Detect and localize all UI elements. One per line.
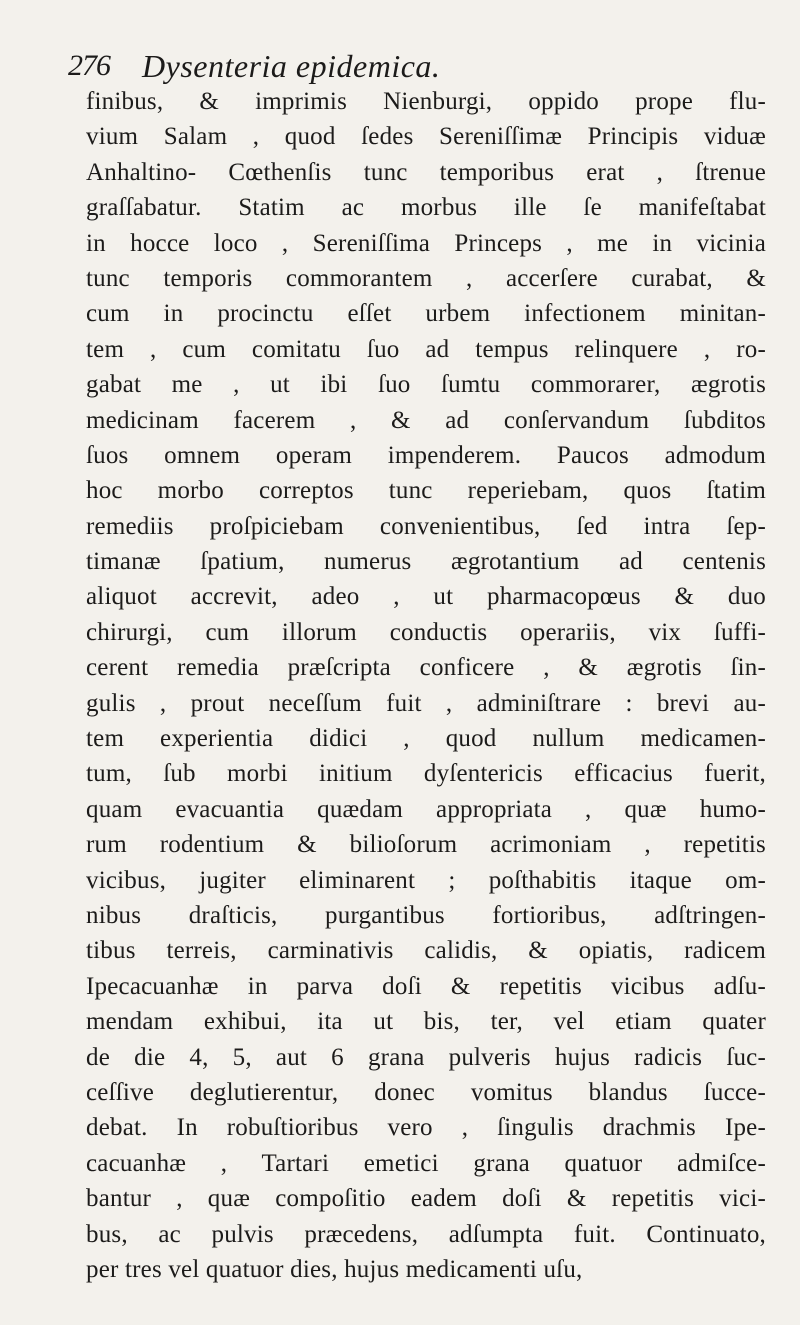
text-line: nibus draſticis, purgantibus fortioribus, adſtringen- [86,901,766,929]
text-line: Anhaltino- Cœthenſis tunc temporibus erat , ſtrenue [86,158,766,186]
text-line: cacuanhæ , Tartari emetici grana quatuor admiſce- [86,1149,766,1177]
text-line: tem experientia didici , quod nullum medicamen- [86,725,766,753]
text-line: in hocce loco , Sereniſſima Princeps , me in vicinia [86,229,766,257]
text-line: per tres vel quatuor dies, hujus medicamenti uſu, [86,1255,583,1283]
text-line: tunc temporis commorantem , accerſere curabat, & [86,264,766,292]
text-line: ſuos omnem operam impenderem. Paucos admodum [86,441,766,469]
text-line: remediis proſpiciebam convenientibus, ſed intra ſep- [86,512,766,540]
text-line: chirurgi, cum illorum conductis operariis, vix ſuffi- [86,618,766,646]
text-line: aliquot accrevit, adeo , ut pharmacopœus & duo [86,583,766,611]
text-line: vicibus, jugiter eliminarent ; poſthabitis itaque om- [86,866,766,894]
text-line: quam evacuantia quædam appropriata , quæ humo- [86,795,766,823]
page-header [68,46,748,86]
text-line: tibus terreis, carminativis calidis, & opiatis, radicem [86,937,766,965]
text-line: cerent remedia præſcripta conficere , & ægrotis ſin- [86,654,766,682]
text-line: debat. In robuſtioribus vero , ſingulis drachmis Ipe- [86,1114,766,1142]
text-line: rum rodentium & bilioſorum acrimoniam , repetitis [86,831,766,859]
text-line: vium Salam , quod ſedes Sereniſſimæ Principis viduæ [86,123,766,151]
page-number: 276 [68,49,110,82]
text-line: tum, ſub morbi initium dyſentericis efficacius fuerit, [86,760,766,788]
text-line: graſſabatur. Statim ac morbus ille ſe manifeſtabat [86,194,766,222]
text-line: finibus, & imprimis Nienburgi, oppido prope flu- [86,88,766,115]
text-line: gulis , prout neceſſum fuit , adminiſtrare : brevi au- [86,689,766,717]
text-line: cum in procinctu eſſet urbem infectionem minitan- [86,300,766,328]
text-line: bus, ac pulvis præcedens, adſumpta fuit. Continuato, [86,1220,766,1248]
text-line: medicinam facerem , & ad conſervandum ſubditos [86,406,766,434]
body-text [86,84,766,1287]
text-line: mendam exhibui, ita ut bis, ter, vel etiam quater [86,1008,766,1036]
text-line: de die 4, 5, aut 6 grana pulveris hujus radicis ſuc- [86,1043,766,1071]
text-line: Ipecacuanhæ in parva doſi & repetitis vicibus adſu- [86,972,766,1000]
text-line: bantur , quæ compoſitio eadem doſi & repetitis vici- [86,1185,766,1213]
text-line: hoc morbo correptos tunc reperiebam, quos ſtatim [86,477,766,505]
text-line: timanæ ſpatium, numerus ægrotantium ad centenis [86,548,766,576]
running-head: Dysenteria epidemica. [142,48,441,84]
text-line: gabat me , ut ibi ſuo ſumtu commorarer, ægrotis [86,371,766,399]
text-line: ceſſive deglutierentur, donec vomitus blandus ſucce- [86,1078,766,1106]
text-line: tem , cum comitatu ſuo ad tempus relinquere , ro- [86,335,766,363]
